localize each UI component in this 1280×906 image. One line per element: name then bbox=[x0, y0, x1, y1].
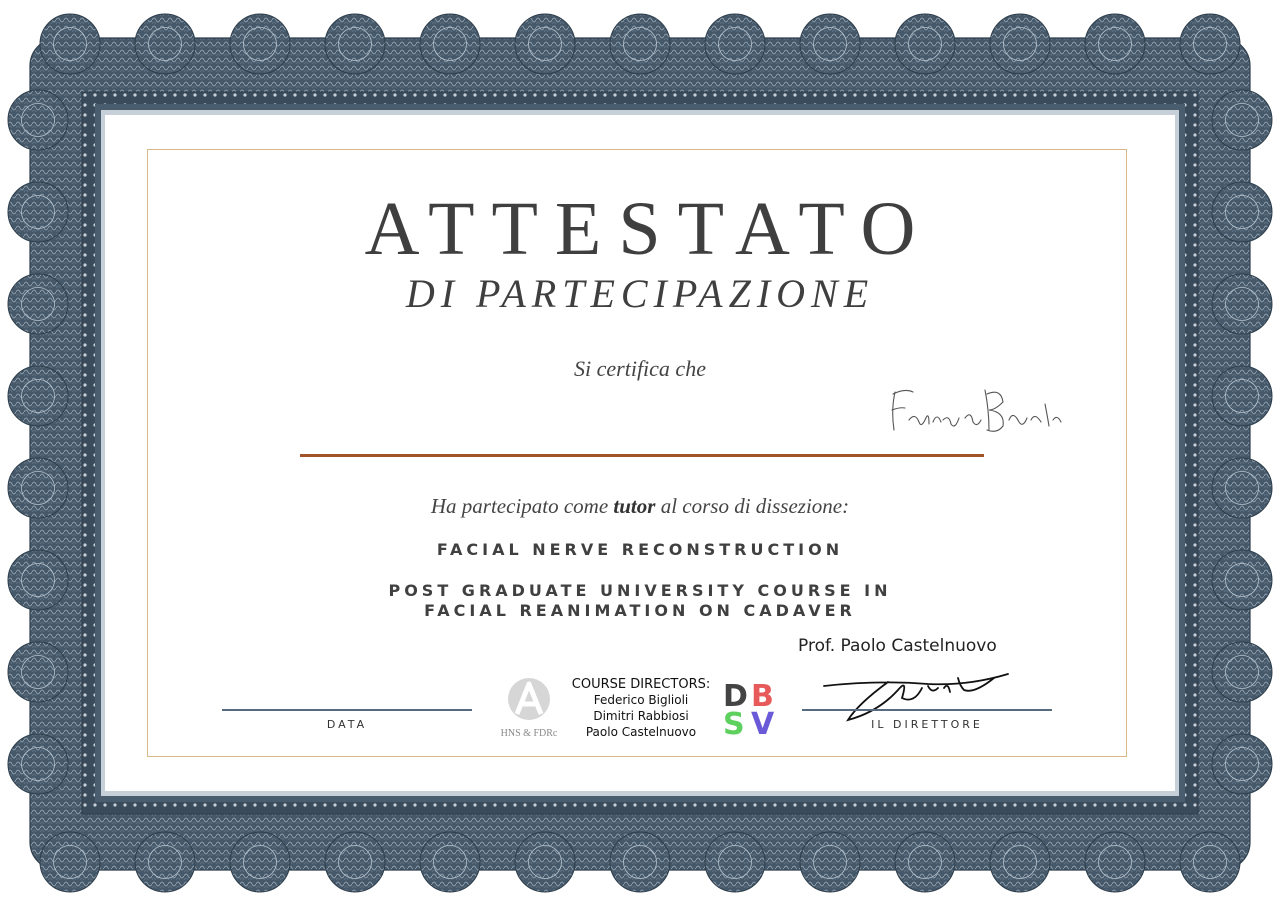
dbsv-letter-s: S bbox=[723, 707, 745, 742]
frame-rosette bbox=[1085, 832, 1145, 892]
left-logo-text: HNS & FDRc bbox=[500, 728, 558, 739]
director-name: Prof. Paolo Castelnuovo bbox=[798, 636, 997, 656]
frame-rosette bbox=[8, 90, 68, 150]
frame-rosette bbox=[610, 14, 670, 74]
certificate-subtitle: DI PARTECIPAZIONE bbox=[405, 271, 875, 316]
dbsv-letter-b: B bbox=[751, 679, 774, 714]
frame-rosette bbox=[1212, 642, 1272, 702]
frame-rosette bbox=[1212, 734, 1272, 794]
frame-rosette bbox=[325, 14, 385, 74]
frame-rosette bbox=[800, 832, 860, 892]
course-director-1: Federico Biglioli bbox=[593, 693, 689, 707]
frame-rosette bbox=[8, 642, 68, 702]
participation-role: tutor bbox=[613, 494, 656, 518]
date-signature-line bbox=[222, 709, 472, 711]
frame-rosette bbox=[1180, 832, 1240, 892]
left-logo bbox=[498, 676, 560, 739]
frame-rosette bbox=[800, 14, 860, 74]
director-signature-icon bbox=[818, 664, 1028, 726]
course-directors-heading: COURSE DIRECTORS: bbox=[571, 677, 711, 692]
frame-rosette bbox=[610, 832, 670, 892]
frame-rosette bbox=[705, 832, 765, 892]
course-director-3: Paolo Castelnuovo bbox=[585, 725, 697, 739]
frame-rosette bbox=[990, 14, 1050, 74]
participation-prefix: Ha partecipato come bbox=[430, 494, 614, 518]
certificate-title: ATTESTATO bbox=[364, 187, 933, 271]
frame-rosette bbox=[515, 832, 575, 892]
dbsv-letter-d: D bbox=[723, 679, 748, 714]
frame-rosette bbox=[230, 14, 290, 74]
frame-rosette bbox=[1180, 14, 1240, 74]
director-signature-line bbox=[802, 709, 1052, 711]
frame-rosette bbox=[135, 14, 195, 74]
a-letter-logo-icon bbox=[501, 676, 557, 722]
participation-suffix: al corso di dissezione: bbox=[655, 494, 850, 518]
frame-rosette bbox=[895, 14, 955, 74]
frame-rosette bbox=[40, 14, 100, 74]
frame-rosette bbox=[230, 832, 290, 892]
date-label: DATA bbox=[326, 718, 368, 731]
certify-text: Si certifica che bbox=[574, 356, 706, 381]
course-directors bbox=[566, 677, 716, 740]
participation-text bbox=[0, 494, 1280, 519]
frame-rosette bbox=[135, 832, 195, 892]
director-label: IL DIRETTORE bbox=[871, 718, 983, 731]
frame-rosette bbox=[705, 14, 765, 74]
program-line-2: FACIAL REANIMATION ON CADAVER bbox=[424, 601, 856, 620]
frame-rosette bbox=[420, 14, 480, 74]
frame-rosette bbox=[1212, 90, 1272, 150]
course-name: FACIAL NERVE RECONSTRUCTION bbox=[436, 540, 844, 559]
frame-rosette bbox=[8, 734, 68, 794]
course-director-2: Dimitri Rabbiosi bbox=[593, 709, 689, 723]
frame-rosette bbox=[325, 832, 385, 892]
frame-rosette bbox=[40, 832, 100, 892]
frame-rosette bbox=[990, 832, 1050, 892]
dbsv-letter-v: V bbox=[751, 707, 775, 742]
participant-signature-icon bbox=[885, 380, 1070, 440]
program-line-1: POST GRADUATE UNIVERSITY COURSE IN bbox=[388, 581, 892, 600]
frame-rosette bbox=[1085, 14, 1145, 74]
frame-rosette bbox=[895, 832, 955, 892]
participant-name-line bbox=[300, 454, 984, 457]
frame-rosette bbox=[420, 832, 480, 892]
dbsv-logo-icon bbox=[721, 680, 779, 744]
frame-rosette bbox=[515, 14, 575, 74]
